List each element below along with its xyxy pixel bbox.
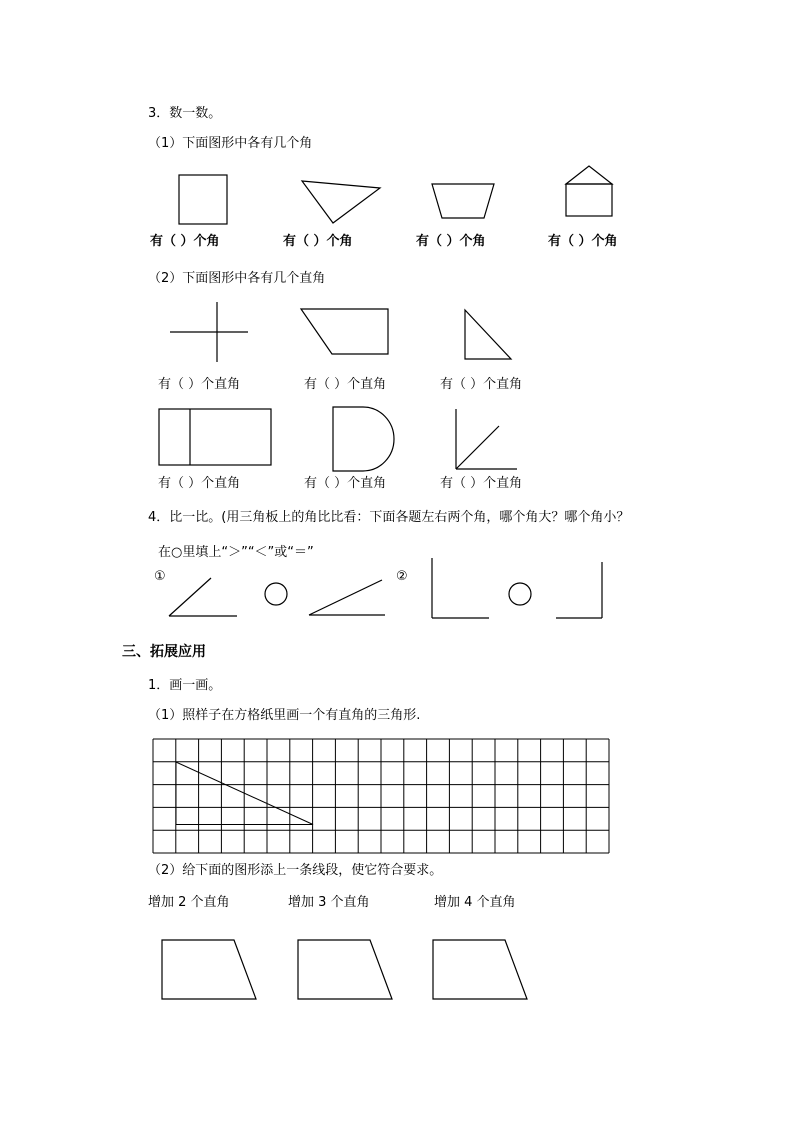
angle-shape <box>452 408 520 472</box>
answer-blank-4[interactable]: 有（ ）个角 <box>548 234 618 249</box>
grid-paper[interactable] <box>152 738 610 850</box>
square-shape <box>176 173 228 227</box>
trapezoid-shape <box>430 182 498 222</box>
add-angle-label-1: 增加 2 个直角 <box>148 895 230 910</box>
s3-q1-part2-prompt: （2）给下面的图形添上一条线段，使它符合要求。 <box>148 863 443 878</box>
q4-instruction: 在○里填上“＞”“＜”或“＝” <box>158 545 314 560</box>
parallelogram-shape <box>298 306 392 358</box>
trapezoid-add-3[interactable] <box>295 937 397 1003</box>
angle-2-right <box>554 561 606 621</box>
cross-shape <box>168 300 250 364</box>
house-shape <box>563 164 617 220</box>
right-angle-answer-3[interactable]: 有（ ）个直角 <box>440 377 523 392</box>
item-2-label: ② <box>396 569 408 584</box>
trapezoid-add-2[interactable] <box>159 937 261 1003</box>
divided-rectangle-shape <box>156 406 274 468</box>
section-3-title: 三、拓展应用 <box>122 644 206 660</box>
right-angle-answer-5[interactable]: 有（ ）个直角 <box>304 476 387 491</box>
right-angle-answer-1[interactable]: 有（ ）个直角 <box>158 377 241 392</box>
trapezoid-add-4[interactable] <box>430 937 532 1003</box>
s3-q1-heading: 1．画一画。 <box>148 678 222 693</box>
q4-heading: 4．比一比。(用三角板上的角比比看：下面各题左右两个角，哪个角大？哪个角小？ <box>148 510 630 525</box>
answer-blank-1[interactable]: 有（ ）个角 <box>150 234 220 249</box>
right-angle-answer-6[interactable]: 有（ ）个直角 <box>440 476 523 491</box>
item-1-label: ① <box>154 569 166 584</box>
triangle-shape <box>300 178 384 228</box>
compare-circle-1[interactable] <box>264 582 290 608</box>
right-angle-answer-4[interactable]: 有（ ）个直角 <box>158 476 241 491</box>
angle-1-right <box>307 578 387 618</box>
right-triangle-shape <box>462 307 516 362</box>
answer-blank-2[interactable]: 有（ ）个角 <box>283 234 353 249</box>
d-shape <box>330 404 396 472</box>
right-angle-answer-2[interactable]: 有（ ）个直角 <box>304 377 387 392</box>
add-angle-label-3: 增加 4 个直角 <box>434 895 516 910</box>
angle-1-left <box>167 576 239 620</box>
q3-part1-prompt: （1）下面图形中各有几个角 <box>148 136 313 151</box>
angle-2-left <box>430 557 492 621</box>
s3-q1-part1-prompt: （1）照样子在方格纸里画一个有直角的三角形. <box>148 708 421 723</box>
add-angle-label-2: 增加 3 个直角 <box>288 895 370 910</box>
answer-blank-3[interactable]: 有（ ）个角 <box>416 234 486 249</box>
compare-circle-2[interactable] <box>508 582 534 608</box>
q3-heading: 3．数一数。 <box>148 106 222 121</box>
q3-part2-prompt: （2）下面图形中各有几个直角 <box>148 271 326 286</box>
